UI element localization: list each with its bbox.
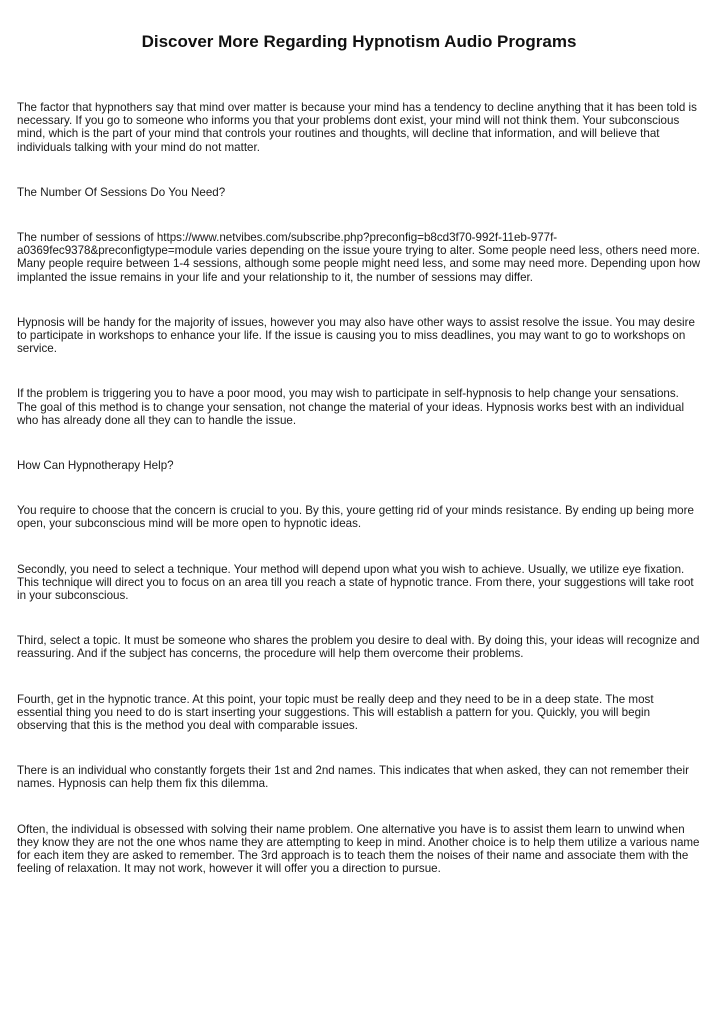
paragraph-topic: Third, select a topic. It must be someone who shares the problem you desire to deal with. By doing this, your ideas will recognize and reassuring. And if the subject has concerns, the procedure will help them overcome their problems. — [17, 634, 700, 661]
section-heading-sessions: The Number Of Sessions Do You Need? — [17, 185, 226, 199]
paragraph-choose: You require to choose that the concern is crucial to you. By this, youre getting rid of your minds resistance. By ending up being more open, your subconscious mind will be more open to hypnotic ideas. — [17, 504, 694, 531]
paragraph-sessions: The number of sessions of https://www.netvibes.com/subscribe.php?preconfig=b8cd3f70-992f-11eb-977f-a0369fec9378&preconfigtype=module varies depending on the issue youre trying to alter. Some people need less, others need more. Many people require between 1-4 sessions, although some people might need less, and some may need more. Depending upon how implanted the issue remains in your life and your relationship to it, the number of sessions may differ. — [17, 231, 701, 284]
section-heading-help: How Can Hypnotherapy Help? — [17, 459, 174, 473]
page-title: Discover More Regarding Hypnotism Audio Programs — [141, 32, 577, 51]
document-body — [17, 101, 701, 876]
paragraph-names: There is an individual who constantly forgets their 1st and 2nd names. This indicates that when asked, they can not remember their names. Hypnosis can help them fix this dilemma. — [17, 764, 689, 791]
paragraph-technique: Secondly, you need to select a technique. Your method will depend upon what you wish to achieve. Usually, we utilize eye fixation. This technique will direct you to focus on an area till you reach a state of hypnotic trance. From there, your suggestions will take root in your subconscious. — [17, 562, 694, 603]
paragraph-workshops: Hypnosis will be handy for the majority of issues, however you may also have other ways to assist resolve the issue. You may desire to participate in workshops to enhance your life. If the issue is causing you to miss deadlines, you may want to go to workshops on service. — [17, 315, 695, 356]
paragraph-mood: If the problem is triggering you to have a poor mood, you may wish to participate in self-hypnosis to help change your sensations. The goal of this method is to change your sensation, not change the material of your ideas. Hypnosis works best with an individual who has already done all they can to handle the issue. — [17, 387, 685, 427]
paragraph-intro: The factor that hypnothers say that mind over matter is because your mind has a tendency to decline anything that it has been told is necessary. If you go to someone who informs you that your problems dont exist, your mind will not think them. Your subconscious mind, which is the part of your mind that controls your routines and thoughts, will decline that information, and will believe that individuals talking with your mind do not matter. — [17, 101, 697, 154]
paragraph-alternatives: Often, the individual is obsessed with solving their name problem. One alternative you have is to assist them learn to unwind when they know they are not the one whos name they are attempting to keep in mind. Another choice is to help them utilize a various name for each item they are asked to remember. The 3rd approach is to teach them the noises of their name and associate them with the feeling of relaxation. It may not work, however it will offer you a direction to pursue. — [17, 822, 700, 876]
paragraph-trance: Fourth, get in the hypnotic trance. At this point, your topic must be really deep and they need to be in a deep state. The most essential thing you need to do is start inserting your suggestions. This will establish a pattern for you. Quickly, you will begin observing that this is the method you deal with comparable issues. — [17, 692, 654, 733]
